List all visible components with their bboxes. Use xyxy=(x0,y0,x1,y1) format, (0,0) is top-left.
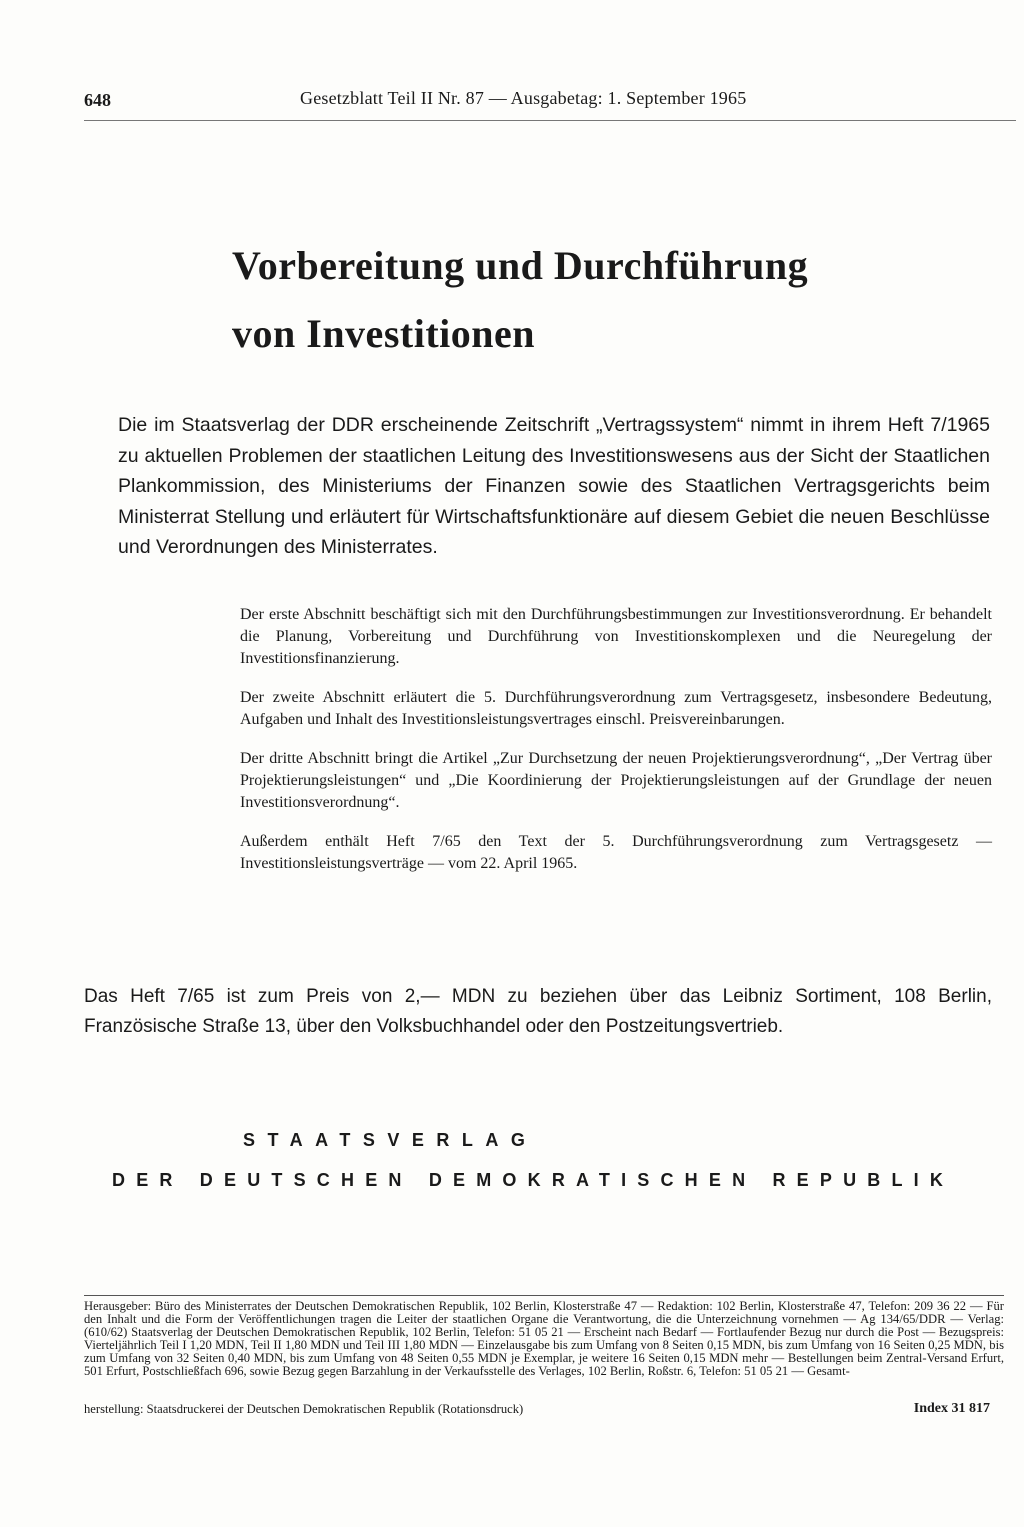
section-paragraph-4: Außerdem enthält Heft 7/65 den Text der 5. Durchführungsverordnung zum Vertragsgesetz — Investitionsleistungsverträge — vom 22. April 1965. xyxy=(240,833,992,872)
index-number: Index 31 817 xyxy=(913,1401,990,1416)
page-title xyxy=(232,232,952,368)
page-header xyxy=(84,84,1016,121)
footer-divider xyxy=(84,1295,1004,1296)
title-line-1: Vorbereitung und Durchführung xyxy=(232,243,809,288)
intro-paragraph: Die im Staatsverlag der DDR erscheinende Zeitschrift „Vertragssystem“ nimmt in ihrem Heft 7/1965 zu aktuellen Problemen der staatlichen Leitung des Investitionswesens aus der Sicht der Staatlichen Plankommission, des Ministeriums der Finanzen sowie des Staatlichen Vertragsgerichts beim Ministerrat Stellung und erläutert für Wirtschaftsfunktionäre auf diesem Gebiet die neuen Beschlüsse und Verordnungen des Ministerrates. xyxy=(118,414,990,558)
title-line-2: von Investitionen xyxy=(232,311,535,356)
imprint-final-line xyxy=(84,1402,1004,1416)
publisher-line-2: DER DEUTSCHEN DEMOKRATISCHEN REPUBLIK xyxy=(112,1170,955,1190)
section-paragraph-3: Der dritte Abschnitt bringt die Artikel „Zur Durchsetzung der neuen Projektierungsverordnung“, „Der Vertrag über Projektierungsleistungen“ und „Die Koordinierung der Projektierungsleistungen auf der Grundlage der neuen Investitionsverordnung“. xyxy=(240,750,992,811)
section-paragraph-2: Der zweite Abschnitt erläutert die 5. Durchführungsverordnung zum Vertragsgesetz, insbesondere Bedeutung, Aufgaben und Inhalt des Investitionsleistungsvertrages einschl. Preisvereinbarungen. xyxy=(240,689,992,728)
imprint-text: Herausgeber: Büro des Ministerrates der Deutschen Demokratischen Republik, 102 Berlin, Klosterstraße 47 — Redaktion: 102 Berlin, Klosterstraße 47, Telefon: 209 36 22 — Für den Inhalt und die Form der Veröffentlichungen tragen die Leiter der staatlichen Organe die Verantwortung, die die Unterzeichnung vornehmen — Ag 134/65/DDR — Verlag: (610/62) Staatsverlag der Deutschen Demokratischen Republik, 102 Berlin, Telefon: 51 05 21 — Erscheint nach Bedarf — Fortlaufender Bezug nur durch die Post — Bezugspreis: Vierteljährlich Teil I 1,20 MDN, Teil II 1,80 MDN und Teil III 1,80 MDN — Einzelausgabe bis zum Umfang von 8 Seiten 0,15 MDN, bis zum Umfang von 16 Seiten 0,25 MDN, bis zum Umfang von 32 Seiten 0,40 MDN, bis zum Umfang von 48 Seiten 0,55 MDN je Exemplar, je weitere 16 Seiten 0,15 MDN mehr — Bestellungen beim Zentral-Versand Erfurt, 501 Erfurt, Postschließfach 696, sowie Bezug gegen Barzahlung in der Verkaufsstelle des Verlages, 102 Berlin, Roßstr. 6, Telefon: 51 05 21 — Gesamt- xyxy=(84,1299,1004,1378)
section-summary xyxy=(240,604,992,892)
order-info: Das Heft 7/65 ist zum Preis von 2,— MDN zu beziehen über das Leibniz Sortiment, 108 Berlin, Französische Straße 13, über den Volksbuchhandel oder den Postzeitungsvertrieb. xyxy=(84,986,992,1037)
page-number: 648 xyxy=(84,90,111,110)
running-head: Gesetzblatt Teil II Nr. 87 — Ausgabetag: 1. September 1965 xyxy=(300,88,747,108)
publisher-line-1: STAATSVERLAG xyxy=(243,1130,538,1150)
imprint-last-line: herstellung: Staatsdruckerei der Deutschen Demokratischen Republik (Rotationsdruck) xyxy=(84,1402,524,1416)
section-paragraph-1: Der erste Abschnitt beschäftigt sich mit den Durchführungsbestimmungen zur Investitionsverordnung. Er behandelt die Planung, Vorbereitung und Durchführung von Investitionskomplexen und die Neuregelung der Investitionsfinanzierung. xyxy=(240,606,992,667)
